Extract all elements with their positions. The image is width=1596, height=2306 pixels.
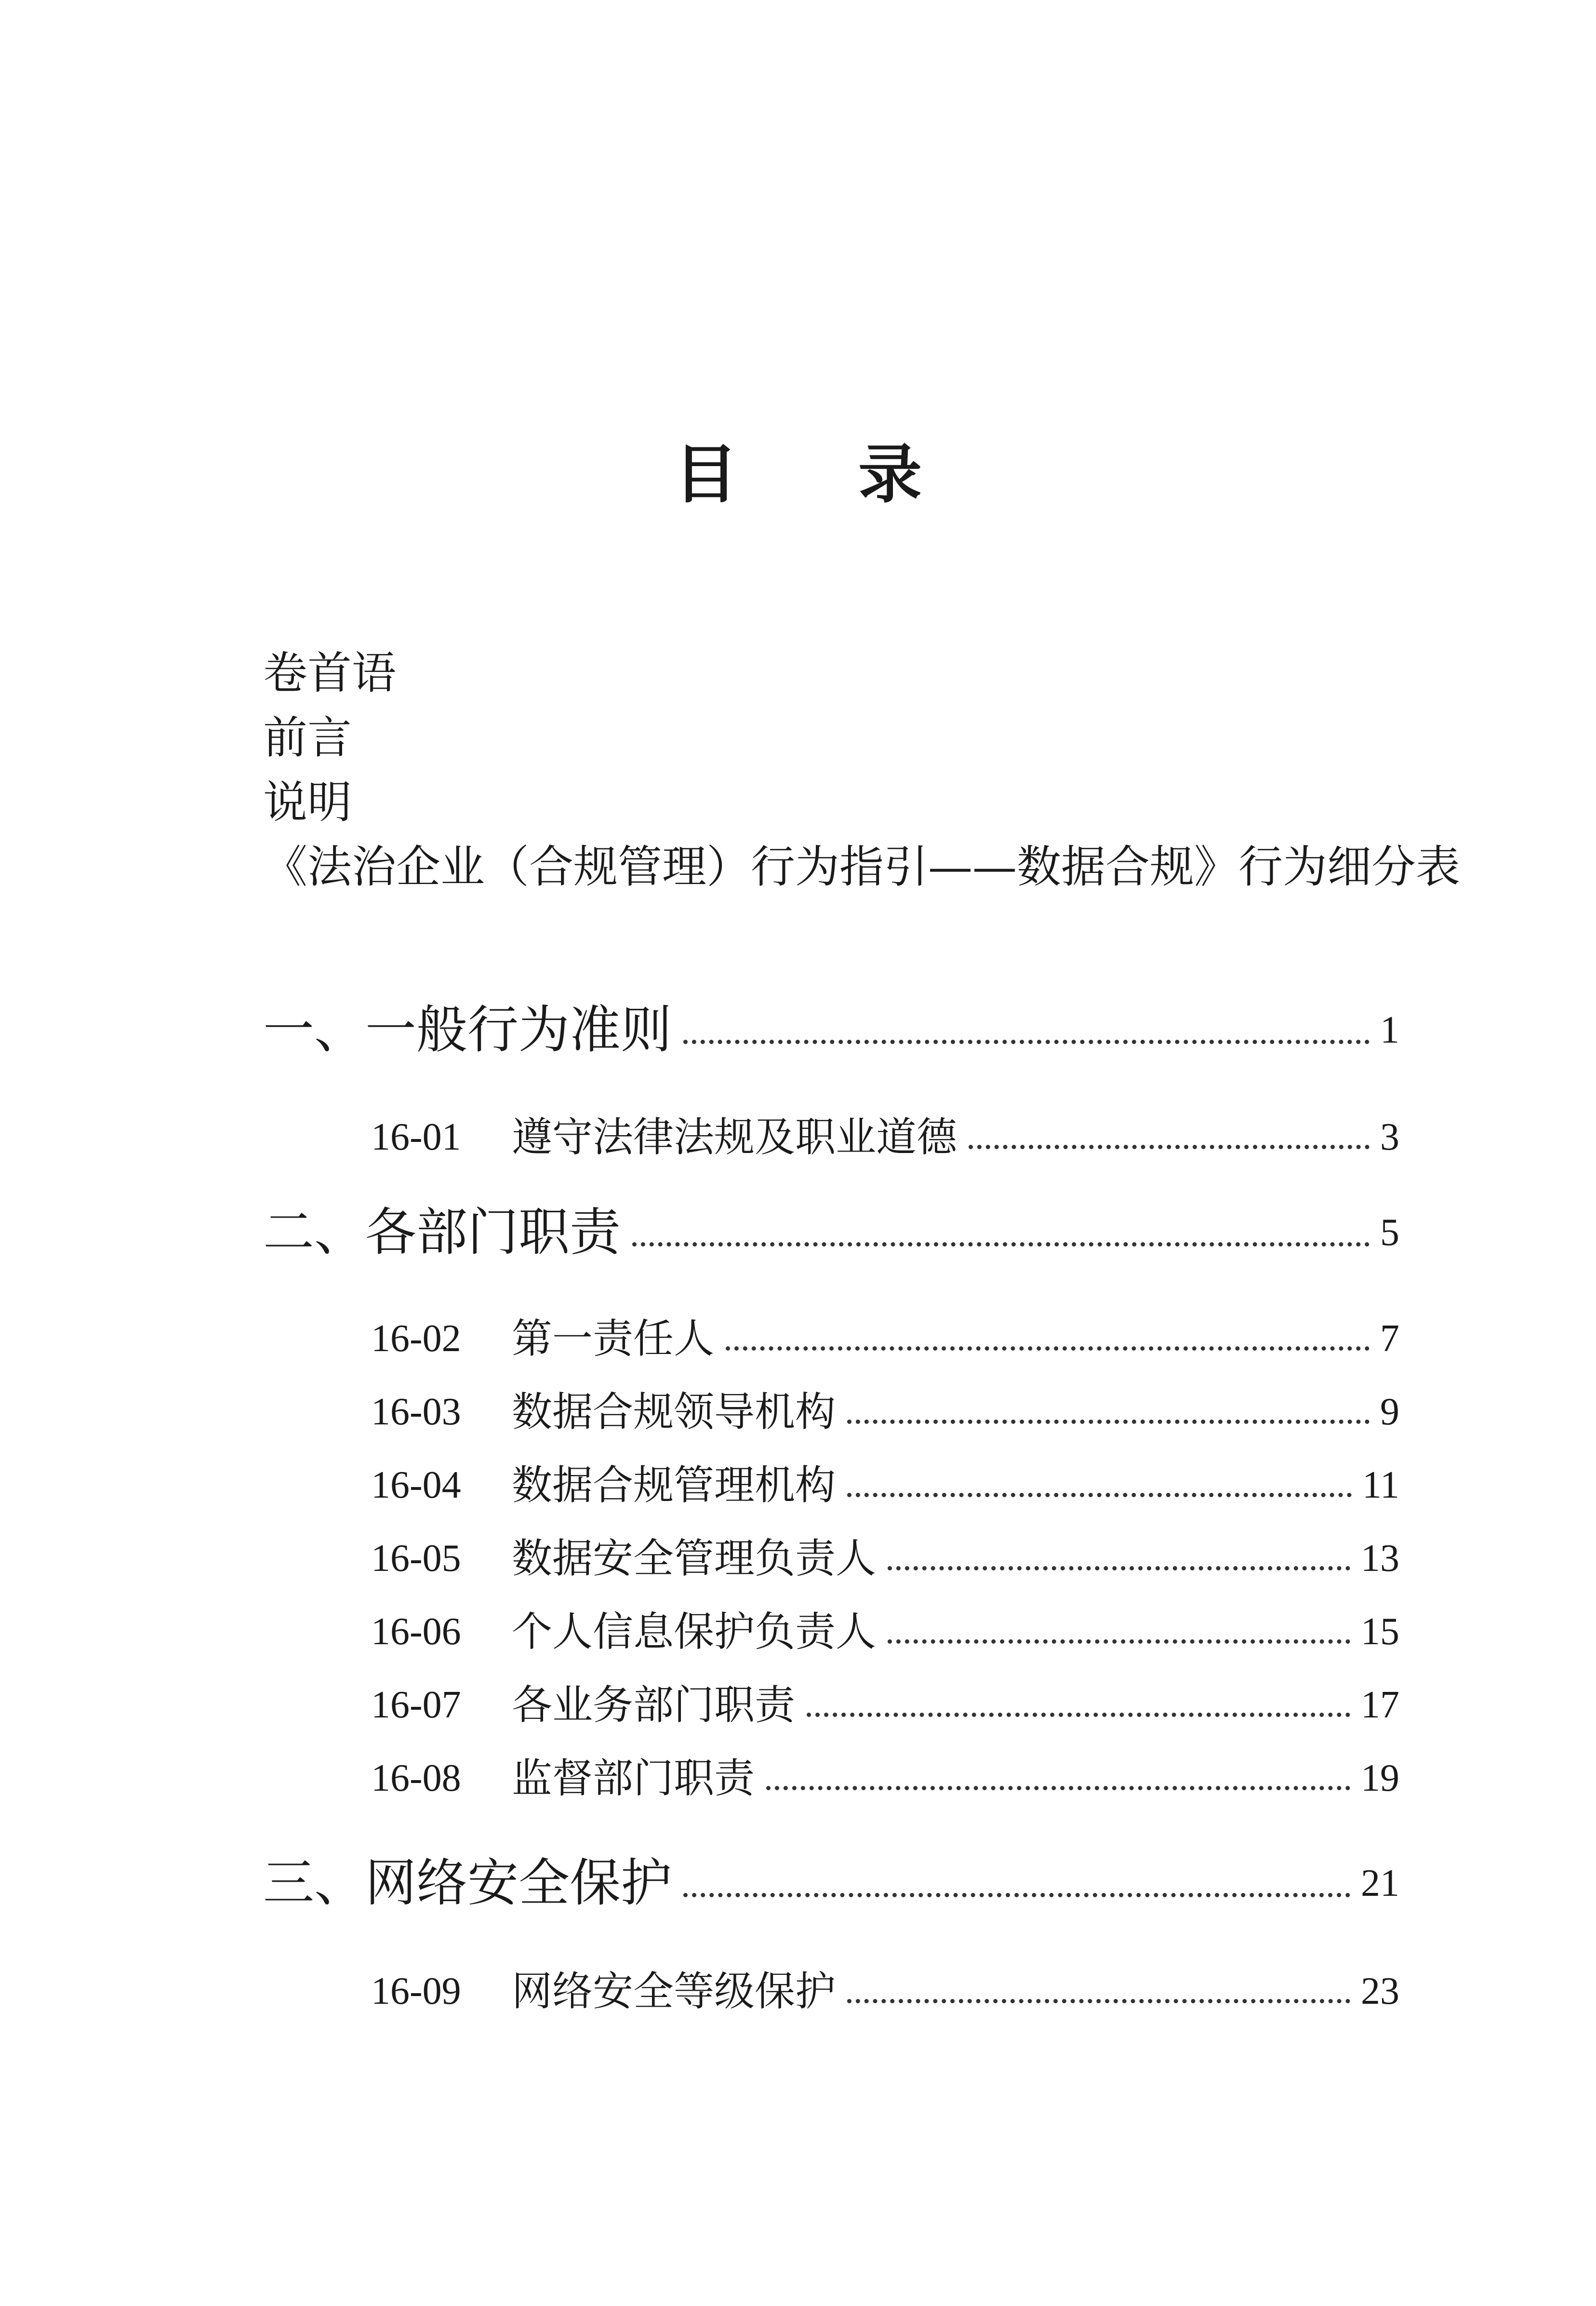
toc-subentry[interactable] (371, 1111, 1399, 1164)
front-matter-item[interactable]: 卷首语 (263, 647, 397, 699)
toc-section-entry[interactable] (263, 1852, 1399, 1915)
toc-section-entry[interactable] (263, 1201, 1399, 1264)
toc-entry-code: 16-08 (371, 1757, 461, 1799)
dot-leader (969, 1145, 1370, 1149)
front-matter-item[interactable]: 说明 (263, 777, 352, 828)
dot-leader (683, 1040, 1370, 1044)
dot-leader (683, 1893, 1350, 1897)
toc-entry-label: 各业务部门职责 (512, 1681, 796, 1729)
dot-leader (888, 1566, 1350, 1570)
toc-entry-code: 16-07 (371, 1684, 461, 1726)
toc-entry-label: 数据安全管理负责人 (512, 1535, 877, 1582)
toc-page-number: 21 (1361, 1862, 1399, 1904)
front-matter-item[interactable]: 前言 (263, 712, 352, 764)
toc-section-label: 三、网络安全保护 (263, 1853, 672, 1913)
toc-subentry[interactable] (371, 1385, 1399, 1438)
toc-subentry[interactable] (371, 1965, 1399, 2018)
toc-entry-label: 数据合规管理机构 (512, 1461, 836, 1509)
page-title-char-2: 录 (858, 437, 922, 512)
toc-entry-code: 16-04 (371, 1464, 461, 1506)
toc-page-number: 19 (1361, 1757, 1399, 1799)
dot-leader (847, 1999, 1350, 2003)
toc-page-number: 17 (1361, 1684, 1399, 1726)
toc-entry-label: 网络安全等级保护 (512, 1968, 836, 2015)
toc-page-number: 15 (1361, 1610, 1399, 1653)
toc-entry-label: 数据合规领导机构 (512, 1388, 836, 1435)
toc-subentry[interactable] (371, 1752, 1399, 1805)
dot-leader (847, 1420, 1370, 1424)
dot-leader (847, 1493, 1352, 1497)
toc-section-entry[interactable] (263, 999, 1399, 1061)
toc-entry-code: 16-06 (371, 1610, 461, 1653)
page-title-char-1: 目 (674, 437, 738, 512)
dot-leader (888, 1639, 1350, 1644)
toc-entry-code: 16-01 (371, 1116, 461, 1158)
toc-entry-label: 第一责任人 (512, 1315, 715, 1362)
toc-page-number: 5 (1380, 1211, 1399, 1254)
toc-page-number: 11 (1362, 1464, 1399, 1506)
toc-entry-label: 个人信息保护负责人 (512, 1608, 877, 1655)
dot-leader (766, 1786, 1350, 1790)
toc-page-number: 3 (1380, 1116, 1399, 1158)
dot-leader (726, 1346, 1370, 1351)
dot-leader (807, 1713, 1350, 1717)
toc-page-number: 9 (1380, 1391, 1399, 1433)
toc-page-number: 23 (1361, 1970, 1399, 2012)
toc-entry-code: 16-09 (371, 1970, 461, 2012)
toc-entry-code: 16-05 (371, 1537, 461, 1580)
page-title (0, 436, 1596, 513)
dot-leader (632, 1242, 1370, 1247)
toc-subentry[interactable] (371, 1605, 1399, 1658)
toc-subentry[interactable] (371, 1678, 1399, 1731)
toc-subentry[interactable] (371, 1459, 1399, 1512)
toc-page-number: 13 (1361, 1537, 1399, 1580)
toc-entry-code: 16-02 (371, 1317, 461, 1360)
front-matter-item[interactable]: 《法治企业（合规管理）行为指引——数据合规》行为细分表 (263, 841, 1461, 893)
toc-page-number: 7 (1380, 1317, 1399, 1360)
toc-entry-label: 监督部门职责 (512, 1755, 755, 1802)
front-matter-list (263, 641, 1461, 899)
toc-entry-code: 16-03 (371, 1391, 461, 1433)
toc-page-number: 1 (1380, 1009, 1399, 1051)
toc-section-label: 二、各部门职责 (263, 1203, 621, 1262)
toc-entry-label: 遵守法律法规及职业道德 (512, 1113, 958, 1161)
toc-subentry[interactable] (371, 1312, 1399, 1365)
toc-section-label: 一、一般行为准则 (263, 1000, 672, 1059)
toc-subentry[interactable] (371, 1532, 1399, 1585)
